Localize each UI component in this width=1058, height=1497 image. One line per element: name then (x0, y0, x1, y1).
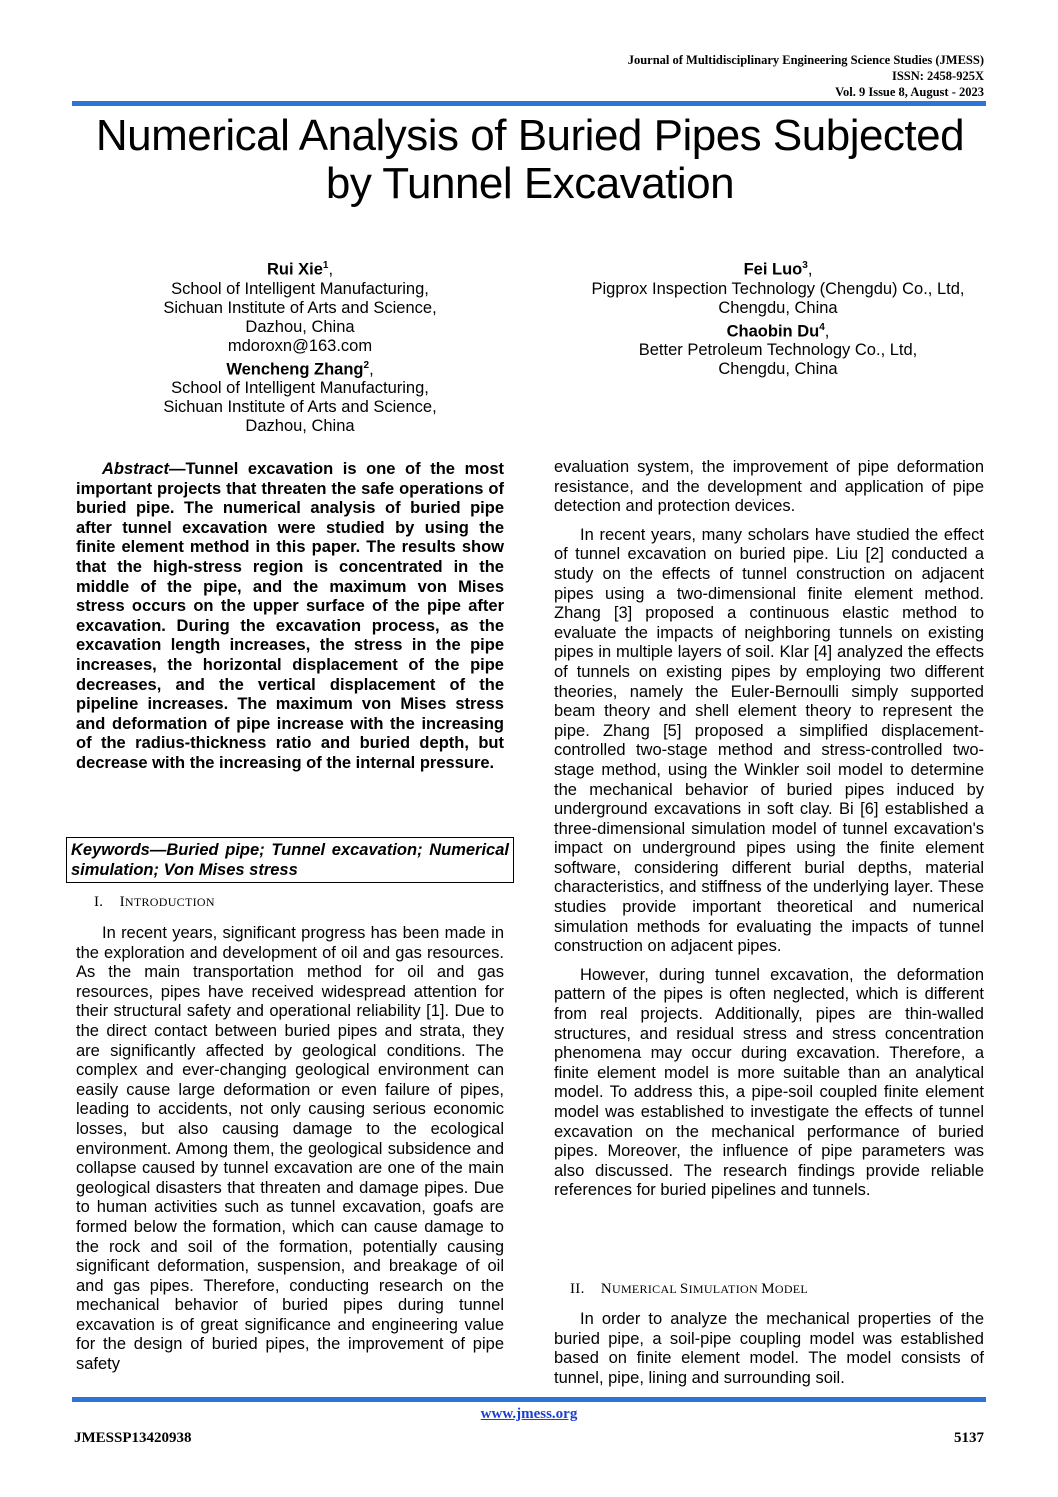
author-2-aff-3: Dazhou, China (245, 417, 355, 435)
section-1-title-rest: NTRODUCTION (124, 895, 215, 909)
authors-right: Fei Luo$^3$, Pigprox Inspection Technology (Chengdu) Co., Ltd, Chengdu, China Chaobin Du$^4$, Better Petroleum Technology Co., Ltd, Chengdu, China (560, 256, 996, 379)
journal-volume: Vol. 9 Issue 8, August - 2023 (835, 85, 984, 99)
section-1-heading (94, 894, 215, 911)
author-3-name: Fei Luo (743, 260, 803, 279)
author-2-aff-1: School of Intelligent Manufacturing, (171, 379, 429, 397)
abstract-text: —Tunnel excavation is one of the most important projects that threaten the safe operations of buried pipe. The numerical analysis of buried pipe after tunnel excavation were studied by using the finite element method in this paper. The results show that the high-stress region is concentrated in the middle of the pipe, and the maximum von Mises stress occurs on the upper surface of the pipe after excavation. During the excavation process, as the excavation length increases, the stress in the pipe increases, the horizontal displacement of the pipe decreases, and the vertical displacement of the pipeline increases. The maximum von Mises stress and deformation of pipe increase with the increasing of the radius-thickness ratio and buried depth, but decrease with the increasing of the internal pressure. (76, 460, 504, 772)
right-paragraph-1: In recent years, many scholars have studied the effect of tunnel excavation on buried pipe. Liu [2] conducted a study on the effects of tunnel construction on adjacent pipes using a two-dimensional finite element method. Zhang [3] proposed a continuous elastic method to evaluate the impacts of neighboring tunnels on existing pipes in multiple layers of soil. Klar [4] analyzed the effects of tunnels on existing pipes by employing two different theories, namely the Euler-Bernoulli simply supported beam theory and shell element theory to represent the pipe. Zhang [5] proposed a simplified displacement-controlled two-stage method and stress-controlled two-stage method, using the Winkler soil model to determine the mechanical behavior of buried pipes induced by underground excavations in soft clay. Bi [6] established a three-dimensional simulation model of tunnel excavation's impact on underground pipes using the finite element software, considering different burial depths, material characteristics, and stiffness of the underlying layer. These studies provide important theoretical and numerical simulation methods for evaluating the impacts of tunnel construction on adjacent pipes. (554, 525, 984, 956)
author-4-sup: 4 (819, 321, 825, 333)
author-2-name: Wencheng Zhang (226, 360, 364, 378)
journal-name: Journal of Multidisciplinary Engineering Science Studies (JMESS) (627, 53, 984, 67)
author-2-aff-2: Sichuan Institute of Arts and Science, (163, 398, 437, 416)
author-1-sup: 1 (322, 260, 329, 271)
keywords-label: Keywords (71, 841, 150, 859)
author-3-sup: 3 (802, 260, 808, 271)
right-column (554, 458, 984, 1201)
section-2-w3-rest: ODEL (774, 1282, 809, 1296)
journal-header (628, 52, 984, 100)
section-2-heading (570, 1281, 808, 1298)
author-2-sup: 2 (363, 359, 370, 371)
right-paragraph-0: evaluation system, the improvement of pipe deformation resistance, and the development and application of pipe detection and protection devices. (554, 458, 984, 516)
section-2-w3-initial: M (761, 1281, 775, 1297)
title-line-2: by Tunnel Excavation (325, 159, 735, 208)
section-2-w1-rest: UMERICAL (611, 1282, 680, 1296)
author-1-name: Rui Xie (266, 260, 323, 279)
keywords-box (66, 837, 514, 883)
right-paragraph-3: In order to analyze the mechanical properties of the buried pipe, a soil-pipe coupling model was established based on finite element model. The model consists of tunnel, pipe, lining and surrounding soil. (554, 1310, 984, 1387)
author-3-aff-2: Chengdu, China (718, 298, 838, 317)
right-paragraph-2: However, during tunnel excavation, the deformation pattern of the pipes is often neglected, which is different from real projects. Additionally, pipes are thin-walled structures, and residual stress and stress concentration phenomena may occur during excavation. Therefore, a finite element model is more suitable than an analytical model. To address this, a pipe-soil coupled finite element model was established to investigate the effects of tunnel excavation on the mechanical performance of buried pipes. Moreover, the influence of pipe parameters was also discussed. The research findings provide reliable references for buried pipelines and tunnels. (554, 965, 984, 1200)
author-1-aff-1: School of Intelligent Manufacturing, (171, 279, 429, 298)
footer-link[interactable]: www.jmess.org (480, 1406, 578, 1422)
intro-paragraph-1: In recent years, significant progress has been made in the exploration and development of oil and gas resources. As the main transportation method for oil and gas resources, pipes have received widespread attention for their structural safety and operational reliability [1]. Due to the direct contact between buried pipes and strata, they are significantly affected by geological conditions. The complex and ever-changing geological environment can easily cause large deformation or even failure of pipes, leading to accidents, not only causing serious economic losses, but also causing damage to the ecological environment. Among them, the geological subsidence and collapse caused by tunnel excavation are one of the main geological disasters that threaten and damage pipes. Due to human activities such as tunnel excavation, goafs are formed below the formation, which can cause damage to the rock and soil of the formation, potentially causing significant deformation, suspension, and breakage of oil and gas pipes. Therefore, conducting research on the mechanical behavior of buried pipes during tunnel excavation is of great significance and engineering value for the design of buried pipes, the improvement of pipe safety (76, 924, 504, 1374)
author-4-name: Chaobin Du (726, 322, 820, 340)
section-2-w1-initial: N (600, 1281, 612, 1297)
authors-left: Rui Xie$^1$, School of Intelligent Manufacturing, Sichuan Institute of Arts and Science, Dazhou, China mdoroxn@163.com Wencheng Zhang$^2$, School of Intelligent Manufacturing, Sichuan Institute of Arts and Science, Dazhou, China (120, 256, 480, 436)
section-2-number: II. (570, 1281, 585, 1297)
header-rule (72, 101, 986, 106)
author-1-aff-3: Dazhou, China (245, 317, 355, 336)
left-column (76, 460, 504, 774)
journal-issn: ISSN: 2458-925X (891, 69, 984, 83)
section-1-title-initial: I (119, 894, 125, 910)
paper-id: JMESSP13420938 (74, 1430, 192, 1446)
section-1-number: I. (94, 894, 104, 910)
intro-column (76, 924, 504, 1375)
page-number: 5137 (954, 1430, 984, 1446)
author-4-aff-1: Better Petroleum Technology Co., Ltd, (638, 341, 918, 359)
footer-rule (72, 1397, 986, 1402)
title-line-1: Numerical Analysis of Buried Pipes Subjected (95, 111, 965, 160)
author-1-aff-2: Sichuan Institute of Arts and Science, (163, 298, 437, 317)
section-2-w2-initial: S (679, 1281, 689, 1297)
abstract-label: Abstract (102, 460, 169, 478)
author-3-aff-1: Pigprox Inspection Technology (Chengdu) Co., Ltd, (591, 279, 965, 298)
right-column-bottom (554, 1310, 984, 1388)
abstract (76, 460, 504, 774)
author-1-email: mdoroxn@163.com (227, 336, 373, 355)
keywords-text: —Buried pipe; Tunnel excavation; Numerical simulation; Von Mises stress (71, 841, 509, 879)
author-4-aff-2: Chengdu, China (718, 360, 838, 378)
section-2-w2-rest: IMULATION (688, 1282, 762, 1296)
paper-title (60, 112, 1000, 208)
